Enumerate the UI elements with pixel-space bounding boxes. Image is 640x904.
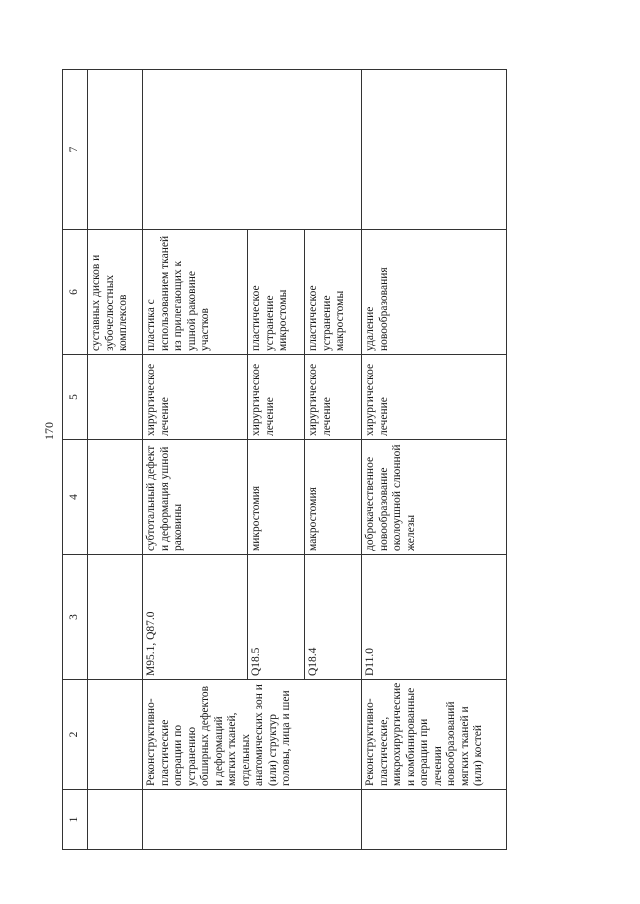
cell-extra (362, 70, 507, 230)
table-row (362, 70, 507, 850)
rotated-table-sheet (62, 70, 557, 850)
cell-method: удаление новообразования (362, 230, 507, 355)
cell-codes: Q18.4 (305, 555, 362, 680)
cell-extra (143, 70, 362, 230)
column-number-3: 3 (63, 555, 88, 680)
cell-procedure: Реконструктивно-пластические, микрохирургические и комбинированные операции при лечении новообразований мягких тканей и (или) костей (362, 680, 507, 790)
column-number-7: 7 (63, 70, 88, 230)
cell-index (362, 790, 507, 850)
cell-treatment: хирургическое лечение (143, 355, 248, 440)
cell-method: пластика с использованием тканей из прилегающих к ушной раковине участков (143, 230, 248, 355)
cell-procedure: Реконструктивно-пластические операции по устранению обширных дефектов и деформаций мягких тканей, отдельных анатомических зон и (или) структур головы, лица и шеи (143, 680, 362, 790)
table-row (143, 70, 248, 850)
cell-codes: D11.0 (362, 555, 507, 680)
medical-procedures-table (62, 69, 507, 850)
cell-extra (88, 70, 143, 230)
cell-disease: макростомия (305, 440, 362, 555)
cell-index (88, 790, 143, 850)
cell-disease (88, 440, 143, 555)
cell-disease: доброкачественное новообразование околоушной слюнной железы (362, 440, 507, 555)
table-header-row (63, 70, 88, 850)
cell-treatment: хирургическое лечение (248, 355, 305, 440)
cell-disease: микростомия (248, 440, 305, 555)
column-number-4: 4 (63, 440, 88, 555)
cell-method: суставных дисков и зубочелюстных комплексов (88, 230, 143, 355)
table-row (88, 70, 143, 850)
column-number-2: 2 (63, 680, 88, 790)
page-number: 170 (42, 422, 56, 440)
cell-disease: субтотальный дефект и деформация ушной раковины (143, 440, 248, 555)
column-number-5: 5 (63, 355, 88, 440)
cell-method: пластическое устранение макростомы (305, 230, 362, 355)
column-number-1: 1 (63, 790, 88, 850)
cell-index (143, 790, 362, 850)
cell-treatment (88, 355, 143, 440)
column-number-6: 6 (63, 230, 88, 355)
cell-codes: M95.1, Q87.0 (143, 555, 248, 680)
cell-treatment: хирургическое лечение (362, 355, 507, 440)
cell-procedure (88, 680, 143, 790)
cell-codes (88, 555, 143, 680)
cell-method: пластическое устранение микростомы (248, 230, 305, 355)
cell-codes: Q18.5 (248, 555, 305, 680)
cell-treatment: хирургическое лечение (305, 355, 362, 440)
